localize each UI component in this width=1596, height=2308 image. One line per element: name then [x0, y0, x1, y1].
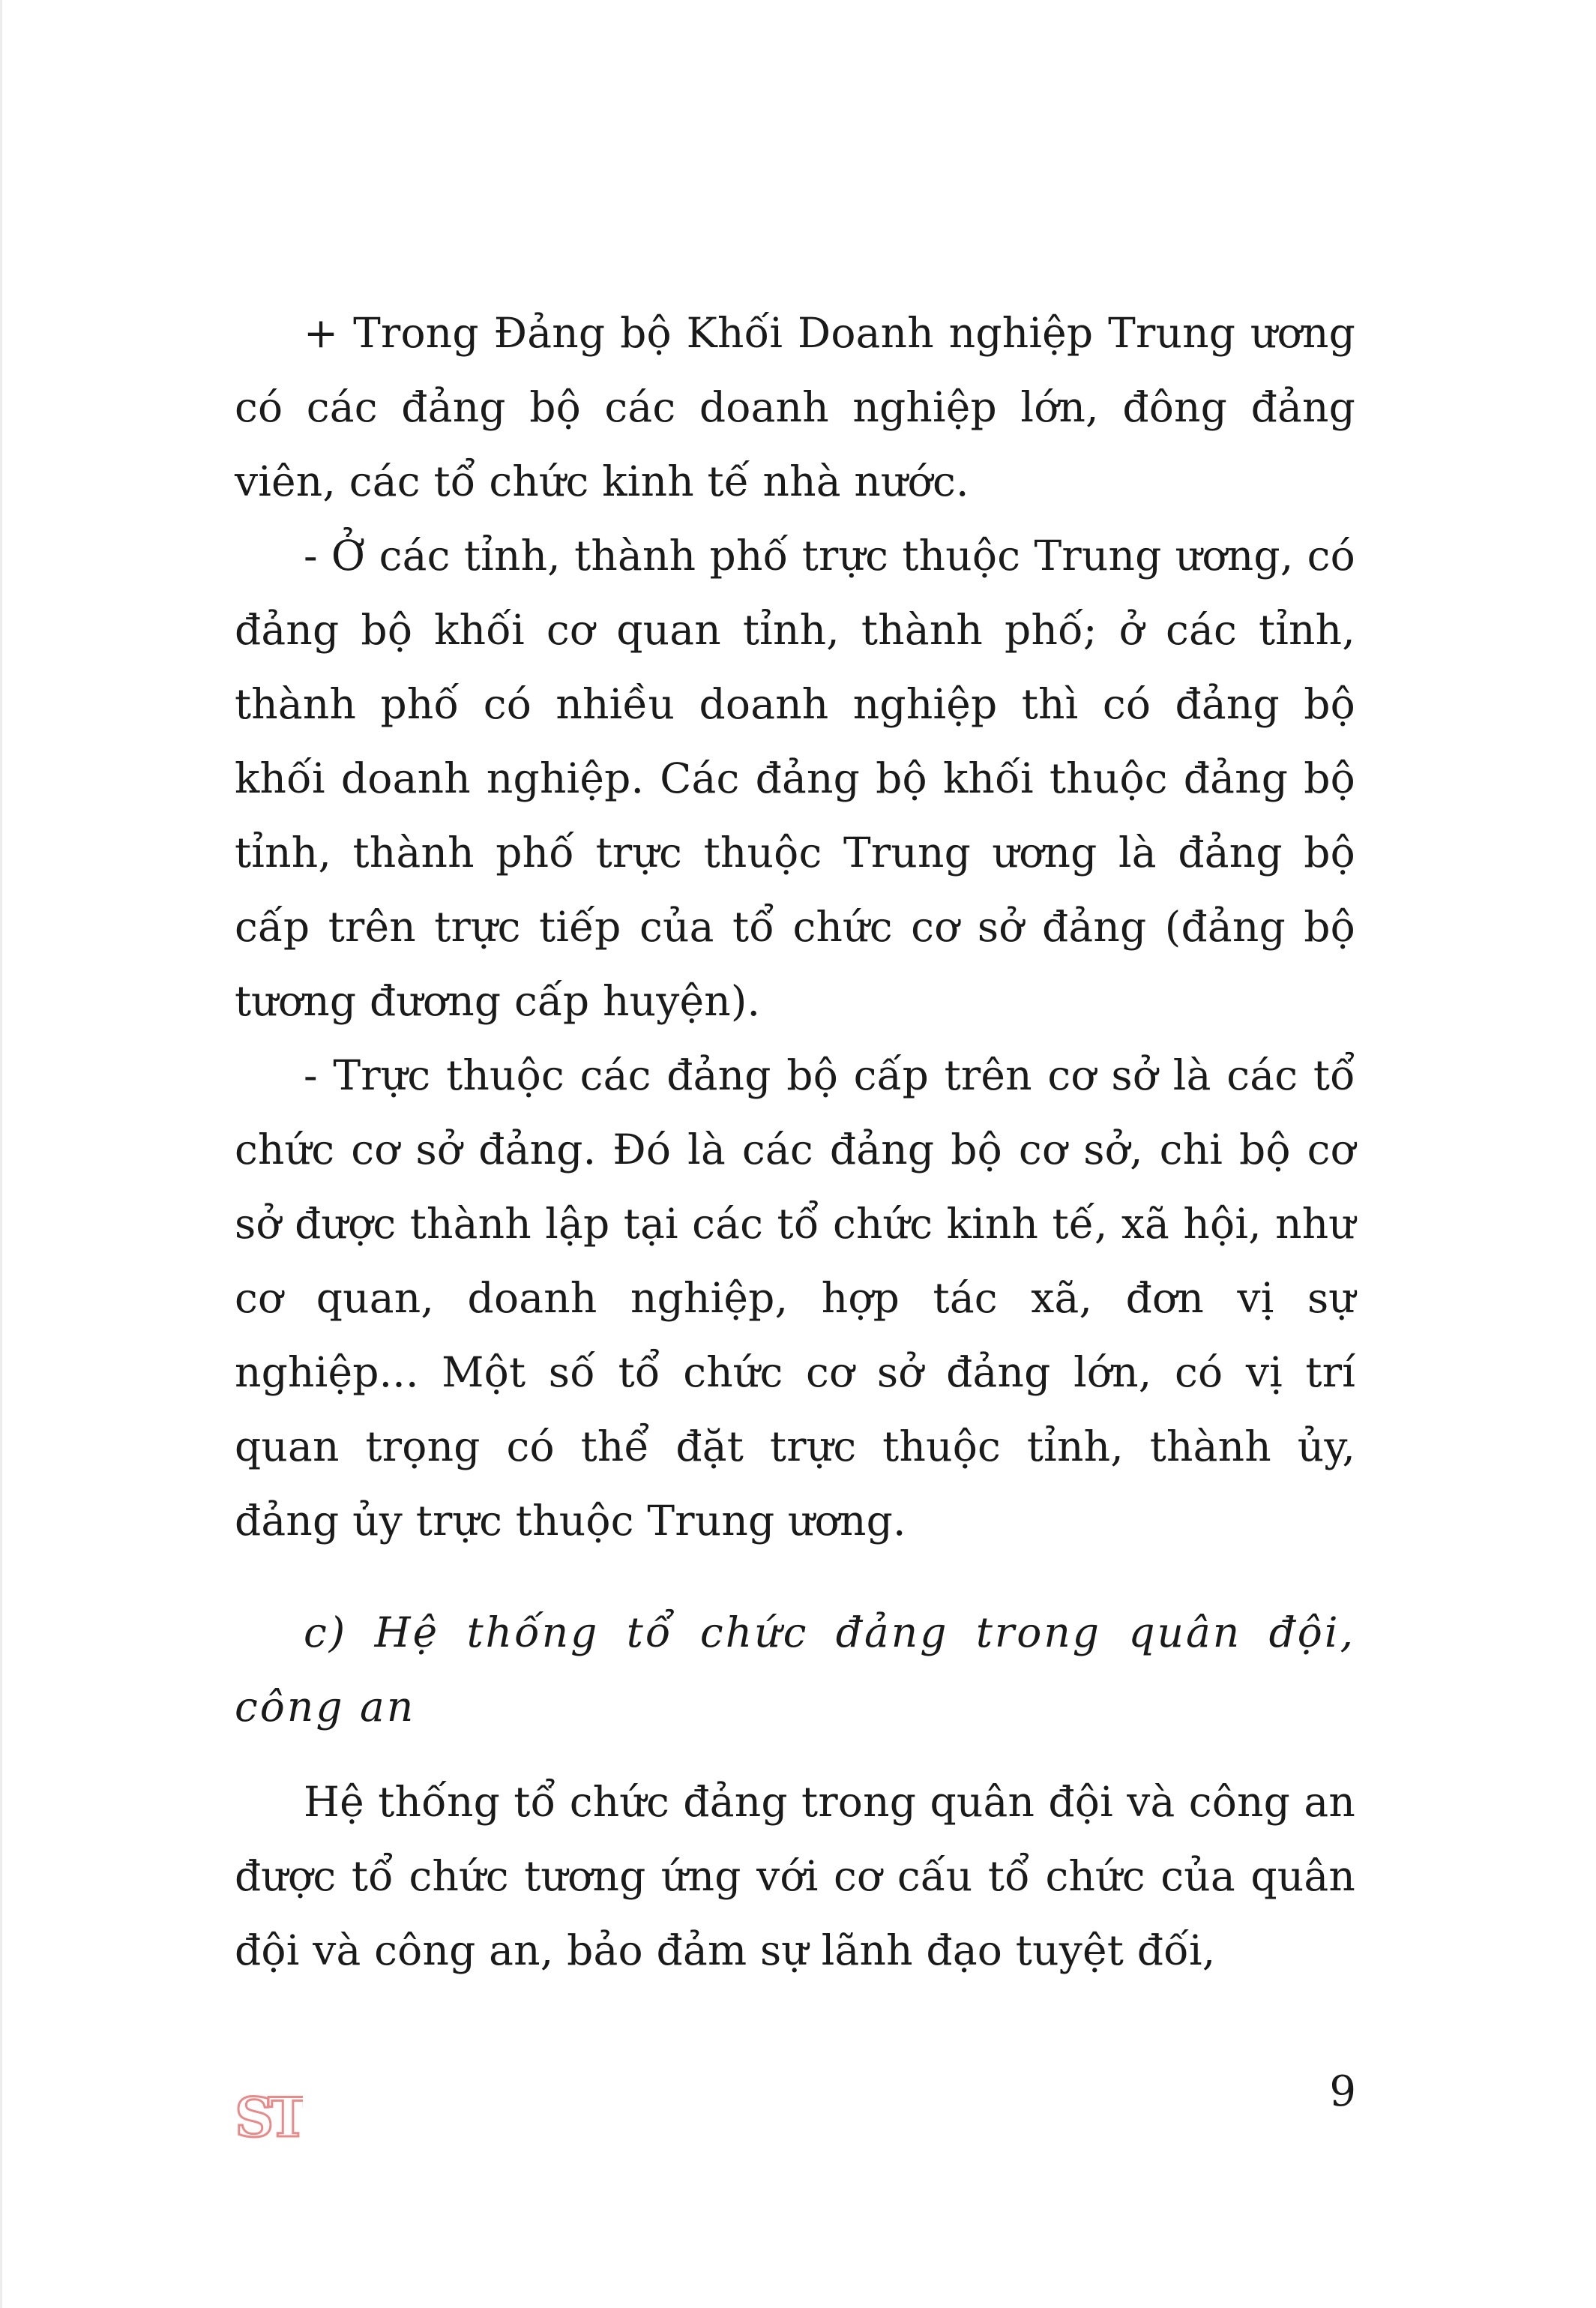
body-text [235, 296, 1355, 1988]
publisher-logo [234, 2081, 303, 2150]
section-heading: c) Hệ thống tổ chức đảng trong quân đội, công an [235, 1608, 1355, 1731]
publisher-logo-letters: ST [235, 2085, 302, 2149]
paragraph-military-police: Hệ thống tổ chức đảng trong quân đội và công an được tổ chức tương ứng với cơ cấu tổ chức của quân đội và công an, bảo đảm sự lãnh đạo tuyệt đối, [235, 1778, 1355, 1974]
paragraph-enterprise-bloc: + Trong Đảng bộ Khối Doanh nghiệp Trung ương có các đảng bộ các doanh nghiệp lớn, đông đảng viên, các tổ chức kinh tế nhà nước. [235, 309, 1355, 505]
paragraph-grassroots-organizations: - Trực thuộc các đảng bộ cấp trên cơ sở là các tổ chức cơ sở đảng. Đó là các đảng bộ cơ sở, chi bộ cơ sở được thành lập tại các tổ chức kinh tế, xã hội, như cơ quan, doanh nghiệp, hợp tác xã, đơn vị sự nghiệp... Một số tổ chức cơ sở đảng lớn, có vị trí quan trọng có thể đặt trực thuộc tỉnh, thành ủy, đảng ủy trực thuộc Trung ương. [235, 1051, 1355, 1545]
paragraph-provincial-blocs: - Ở các tỉnh, thành phố trực thuộc Trung ương, có đảng bộ khối cơ quan tỉnh, thành phố; ở các tỉnh, thành phố có nhiều doanh nghiệp thì có đảng bộ khối doanh nghiệp. Các đảng bộ khối thuộc đảng bộ tỉnh, thành phố trực thuộc Trung ương là đảng bộ cấp trên trực tiếp của tổ chức cơ sở đảng (đảng bộ tương đương cấp huyện). [235, 532, 1355, 1025]
page-number: 9 [1329, 2067, 1356, 2116]
